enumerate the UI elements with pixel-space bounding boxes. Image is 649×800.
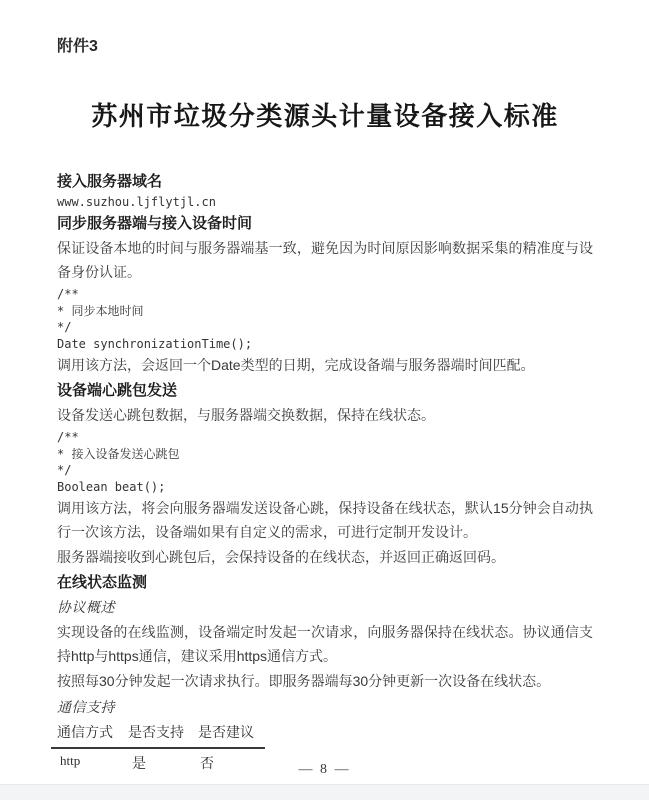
code-line: /** bbox=[57, 430, 79, 444]
table-cell-recommended: 否 bbox=[200, 755, 214, 771]
attachment-label: 附件3 bbox=[57, 38, 98, 55]
table-header-row bbox=[51, 722, 265, 749]
section-heading-online-monitoring: 在线状态监测 bbox=[57, 573, 148, 591]
code-line: Date synchronizationTime(); bbox=[57, 336, 253, 351]
table-header-recommended: 是否建议 bbox=[198, 724, 254, 740]
scan-edge-band bbox=[0, 784, 649, 800]
section-heading-heartbeat: 设备端心跳包发送 bbox=[57, 381, 178, 399]
code-line: */ bbox=[57, 463, 72, 477]
page-number: — 8 — bbox=[298, 762, 351, 777]
heartbeat-code-block bbox=[57, 429, 593, 495]
code-line: * 接入设备发送心跳包 bbox=[57, 446, 180, 461]
protocol-overview-paragraph: 实现设备的在线监测，设备端定时发起一次请求，向服务器保持在线状态。协议通信支持http与https通信，建议采用https通信方式。 bbox=[57, 624, 593, 664]
code-line: * 同步本地时间 bbox=[57, 303, 144, 318]
page-title: 苏州市垃圾分类源头计量设备接入标准 bbox=[91, 102, 559, 131]
subheading-comm-support: 通信支持 bbox=[57, 698, 115, 715]
heartbeat-behavior-paragraph: 调用该方法，将会向服务器端发送设备心跳，保持设备在线状态，默认15分钟会自动执行一次该方法，设备端如果有自定义的需求，可进行定制开发设计。 bbox=[57, 500, 593, 540]
table-header-supported: 是否支持 bbox=[128, 724, 184, 740]
table-header-comm-method: 通信方式 bbox=[57, 724, 113, 740]
heartbeat-server-paragraph: 服务器端接收到心跳包后，会保持设备的在线状态，并返回正确返回码。 bbox=[57, 549, 505, 565]
polling-interval-paragraph: 按照每30分钟发起一次请求执行。即服务器端每30分钟更新一次设备在线状态。 bbox=[57, 673, 551, 689]
subheading-protocol-overview: 协议概述 bbox=[57, 598, 115, 615]
heartbeat-intro-paragraph: 设备发送心跳包数据，与服务器端交换数据，保持在线状态。 bbox=[57, 406, 435, 423]
table-cell-supported: 是 bbox=[132, 755, 146, 771]
code-line: */ bbox=[57, 320, 72, 334]
time-sync-paragraph: 保证设备本地的时间与服务器端基一致，避免因为时间原因影响数据采集的精准度与设备身份认证。 bbox=[57, 240, 593, 280]
table-cell-comm-method: http bbox=[60, 753, 81, 768]
code-line: /** bbox=[57, 287, 79, 301]
section-heading-time-sync: 同步服务器端与接入设备时间 bbox=[57, 215, 253, 232]
time-sync-result-paragraph: 调用该方法，会返回一个Date类型的日期，完成设备端与服务器端时间匹配。 bbox=[57, 357, 535, 373]
server-domain-value: www.suzhou.ljflytjl.cn bbox=[57, 195, 216, 209]
time-sync-code-block bbox=[57, 286, 593, 352]
code-line: Boolean beat(); bbox=[57, 479, 166, 494]
section-heading-server-domain: 接入服务器域名 bbox=[57, 173, 163, 190]
